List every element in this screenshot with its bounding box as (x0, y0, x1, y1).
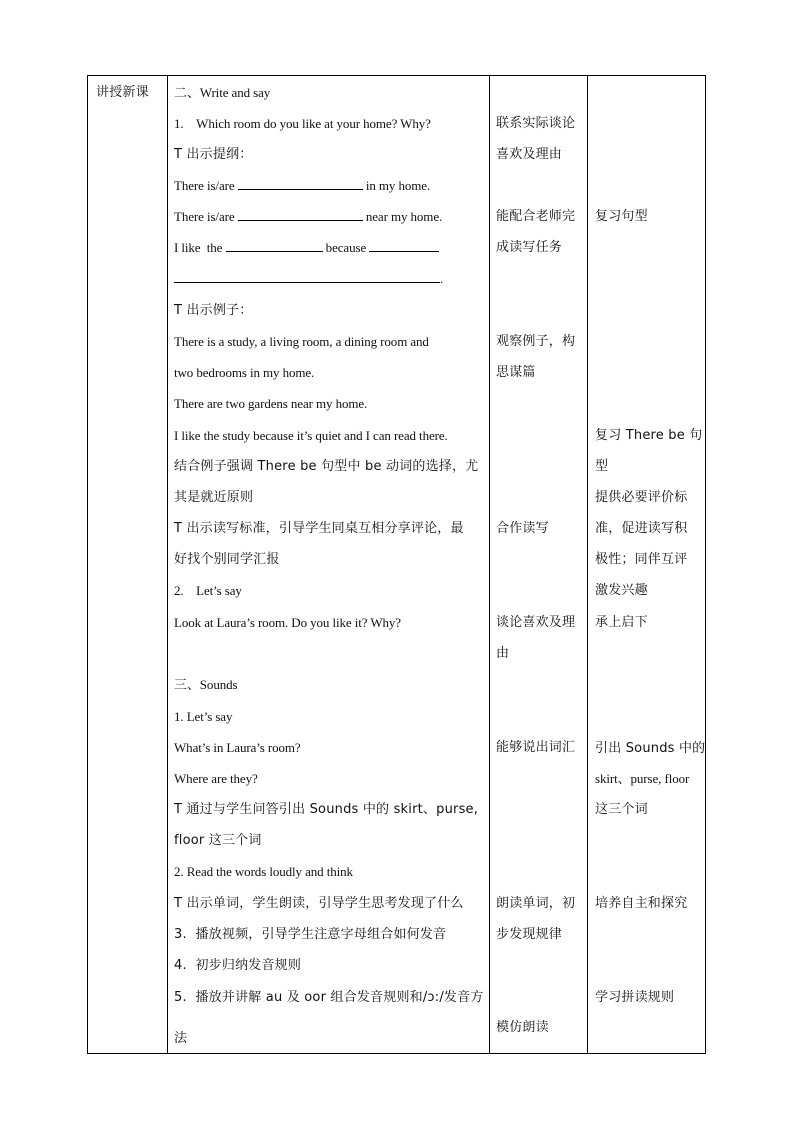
purpose-line: 复习 There be 句 (595, 428, 703, 443)
content-line: T 出示读写标准，引导学生同桌互相分享评论，最 (174, 521, 464, 536)
activity-line: 朗读单词，初 (496, 896, 576, 911)
activity-line: 谈论喜欢及理 (496, 615, 576, 630)
outline-line (174, 239, 439, 257)
lesson-plan-table (87, 75, 706, 1054)
purpose-line: 提供必要评价标 (595, 490, 688, 505)
outline-line (174, 270, 443, 288)
activity-line: 步发现规律 (496, 927, 563, 942)
content-line: Look at Laura’s room. Do you like it? Why? (174, 615, 401, 630)
purpose-line: 极性；同伴互评 (595, 552, 688, 567)
content-line: 其是就近原则 (174, 490, 254, 505)
content-line: two bedrooms in my home. (174, 365, 315, 380)
fill-blank (226, 239, 323, 252)
activity-line: 能配合老师完 (496, 209, 576, 224)
outline-text: in my home. (365, 178, 431, 193)
fill-blank (174, 270, 440, 283)
content-line: 2. Let’s say (174, 583, 242, 598)
content-line: T 出示提纲： (174, 147, 253, 162)
activity-line: 联系实际谈论 (496, 116, 576, 131)
section-heading: 三、Sounds (174, 677, 238, 692)
activity-line: 模仿朗读 (496, 1020, 549, 1035)
purpose-line: 学习拼读规则 (595, 990, 675, 1005)
content-line: T 通过与学生问答引出 Sounds 中的 skirt、purse, (174, 802, 479, 817)
fill-blank (369, 239, 439, 252)
purpose-text: 引出 Sounds 中的 (595, 741, 706, 756)
purpose-line: 承上启下 (595, 615, 648, 630)
activity-line: 喜欢及理由 (496, 147, 563, 162)
content-line: 1. Which room do you like at your home? Why? (174, 116, 431, 131)
content-line: There is a study, a living room, a dining room and (174, 334, 429, 349)
content-line: 3. 播放视频，引导学生注意字母组合如何发音 (174, 927, 447, 942)
content-line: Where are they? (174, 771, 258, 786)
activity-line: 观察例子，构 (496, 334, 576, 349)
content-line: 好找个别同学汇报 (174, 552, 280, 567)
content-line: 1. Let’s say (174, 709, 233, 724)
activity-line: 由 (496, 646, 510, 661)
content-line: 法 (174, 1031, 188, 1046)
outline-text: . (440, 271, 444, 286)
purpose-line: 复习句型 (595, 209, 648, 224)
purpose-line: skirt、purse, floor (595, 771, 690, 786)
purpose-line: 这三个词 (595, 802, 648, 817)
outline-line (174, 177, 430, 195)
content-line: 4. 初步归纳发音规则 (174, 958, 302, 973)
column-divider (167, 76, 168, 1053)
content-line: floor 这三个词 (174, 833, 262, 848)
content-line: T 出示单词，学生朗读，引导学生思考发现了什么 (174, 896, 464, 911)
activity-line: 成读写任务 (496, 240, 563, 255)
content-line: 2. Read the words loudly and think (174, 864, 353, 879)
purpose-line: 准，促进读写积 (595, 521, 688, 536)
fill-blank (238, 177, 363, 190)
outline-text: near my home. (365, 209, 443, 224)
column-divider (587, 76, 588, 1053)
student-activity-column (496, 76, 586, 1053)
purpose-line: 型 (595, 459, 609, 474)
outline-text: I like the (174, 240, 223, 255)
content-line: 结合例子强调 There be 句型中 be 动词的选择，尤 (174, 459, 479, 474)
design-purpose-column (595, 76, 706, 1053)
purpose-line (595, 739, 705, 758)
content-line: T 出示例子： (174, 303, 253, 318)
activity-line: 能够说出词汇 (496, 740, 576, 755)
section-heading: 二、Write and say (174, 85, 271, 100)
outline-text: There is/are (174, 209, 235, 224)
activity-line: 合作读写 (496, 521, 549, 536)
purpose-line: 培养自主和探究 (595, 896, 688, 911)
content-line: There are two gardens near my home. (174, 396, 368, 411)
stage-label: 讲授新课 (96, 85, 149, 100)
content-line: What’s in Laura’s room? (174, 740, 301, 755)
fill-blank (238, 208, 363, 221)
content-line: I like the study because it’s quiet and I can read there. (174, 428, 448, 443)
purpose-line: 激发兴趣 (595, 583, 648, 598)
stage-column (96, 76, 166, 1053)
outline-text: because (325, 240, 367, 255)
teaching-content-column (174, 76, 486, 1053)
activity-line: 思谋篇 (496, 365, 536, 380)
outline-text: There is/are (174, 178, 235, 193)
column-divider (489, 76, 490, 1053)
outline-line (174, 208, 442, 226)
content-line: 5. 播放并讲解 au 及 oor 组合发音规则和/ɔ:/发音方 (174, 990, 484, 1005)
